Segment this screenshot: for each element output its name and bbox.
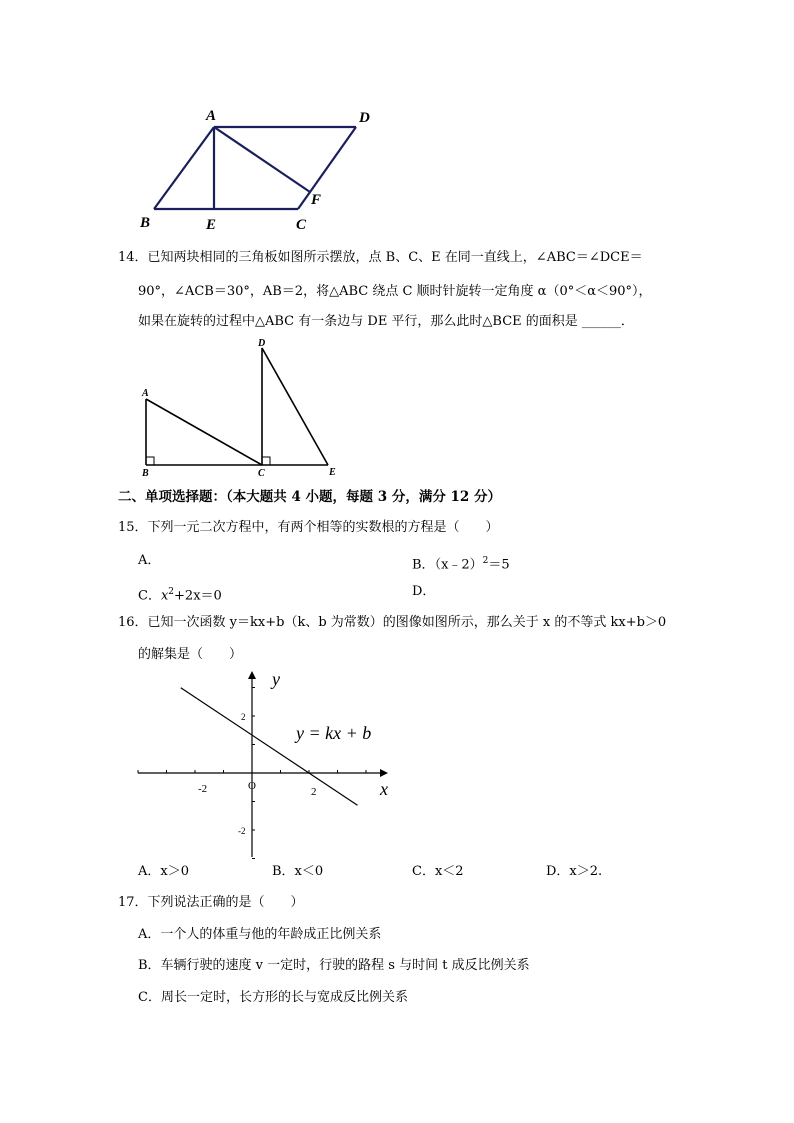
tick-label-y-neg: -2 [238,826,246,836]
q16-text-1: 已知一次函数 y＝kx+b（k、b 为常数）的图像如图所示，那么关于 x 的不等式 kx+b＞0 [147,615,667,630]
label-C: C [258,468,265,479]
q15-option-b [412,553,510,573]
x-axis-arrow [380,769,388,777]
q14-text-1: 已知两块相同的三角板如图所示摆放，点 B、C、E 在同一直线上，∠ABC＝∠DCE＝ [147,250,643,265]
segment-DC [298,127,356,209]
q17-option-b: B．车辆行驶的速度 v 一定时，行驶的路程 s 与时间 t 成反比例关系 [138,958,530,973]
tick-label-x-neg: -2 [198,783,208,795]
q15-option-b-exponent: 2 [482,556,489,566]
q16-number: 16． [118,615,148,630]
section-heading: 二、单项选择题：（本大题共 4 小题，每题 3 分，满分 12 分） [118,489,502,505]
label-A: A [142,388,149,399]
label-B: B [140,215,151,231]
q16-stem-line1 [118,615,666,631]
origin-label: O [248,780,256,792]
q15-option-b-tail: ＝5 [488,557,510,573]
q14-line2: 90°，∠ACB＝30°，AB＝2，将△ABC 绕点 C 顺时针旋转一定角度 α（0°＜α＜90°）， [138,284,652,299]
label-F: F [311,192,322,208]
parallelogram-figure [130,100,390,238]
function-line [181,688,358,806]
q17-number: 17． [118,895,148,910]
label-C: C [296,217,307,233]
q16-option-d: D．x＞2. [546,864,603,879]
segment-AC [146,399,262,465]
q15-option-c-label: C． [138,588,161,604]
q15-option-b-text: （x﹣2） [434,557,483,573]
q17-option-c: C．周长一定时，长方形的长与宽成反比例关系 [138,990,408,1005]
label-E: E [206,217,217,233]
q15-option-b-label: B． [412,557,435,573]
set-squares-figure [130,330,350,480]
q15-option-a: A． [138,553,161,568]
q15-option-d: D． [412,584,436,599]
tick-label-y-pos: 2 [241,712,246,722]
q14-line1 [118,250,643,266]
segment-AB [154,127,214,209]
segment-AF [214,127,310,192]
q16-option-a: A．x＞0 [138,864,189,879]
q16-option-b: B．x＜0 [272,864,324,879]
q16-option-c: C．x＜2 [412,864,464,879]
q15-number: 15． [118,520,148,535]
q15-option-c-exponent: 2 [168,587,175,597]
y-axis-arrow [248,671,256,679]
q15-stem [118,520,499,536]
q17-stem [118,895,304,911]
q17-text: 下列说法正确的是（ ） [147,895,304,910]
q17-option-a: A．一个人的体重与他的年龄成正比例关系 [138,927,382,942]
q14-line3: 如果在旋转的过程中△ABC 有一条边与 DE 平行，那么此时△BCE 的面积是 ______． [138,314,634,329]
right-angle-C [262,457,270,465]
q15-option-c-tail: +2x＝0 [174,588,222,604]
q16-stem-line2: 的解集是（ ） [138,647,243,662]
q15-text: 下列一元二次方程中，有两个相等的实数根的方程是（ ） [147,520,499,535]
segment-DE [262,348,328,465]
x-axis-label: x [380,779,388,799]
label-E: E [329,467,336,478]
label-B: B [142,468,149,479]
label-A: A [206,108,217,124]
q14-number: 14． [118,250,148,265]
label-D: D [359,110,370,126]
q15-option-c-text: x [160,588,169,604]
q15-option-c [138,584,222,604]
label-D: D [258,338,266,349]
linear-function-graph [130,665,400,860]
equation-label: y = kx + b [296,723,372,743]
y-axis-label: y [272,669,280,689]
tick-label-x-pos: 2 [311,786,317,798]
right-angle-B [146,457,154,465]
